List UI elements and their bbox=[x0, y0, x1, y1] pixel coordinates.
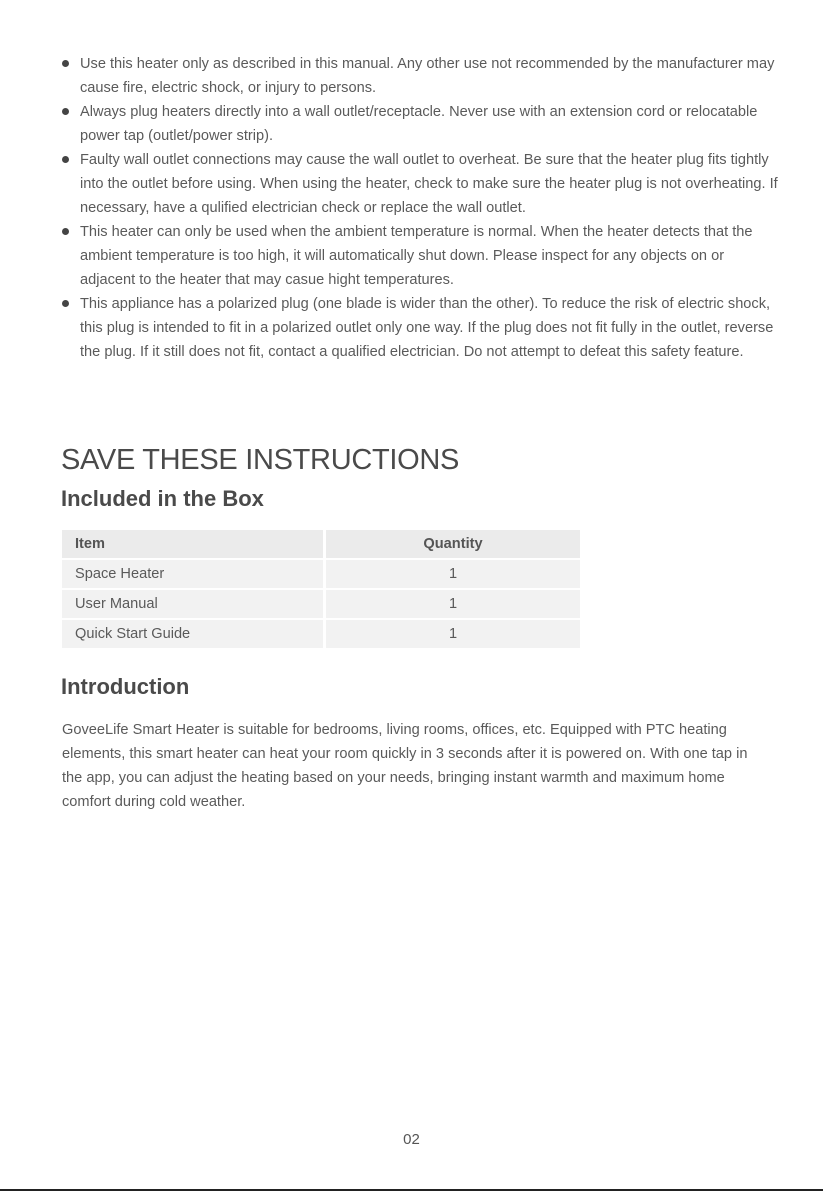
column-header-item: Item bbox=[62, 530, 323, 558]
table-row bbox=[62, 560, 580, 588]
safety-bullet-text: This appliance has a polarized plug (one blade is wider than the other). To reduce the risk of electric shock, this plug is intended to fit in a polarized outlet only one way. If the plug does not fit fully in the outlet, reverse the plug. If it still does not fit, contact a qualified electrician. Do not attempt to defeat this safety feature. bbox=[80, 296, 774, 360]
page-number: 02 bbox=[403, 1131, 420, 1148]
safety-bullet bbox=[62, 100, 782, 148]
introduction-heading: Introduction bbox=[61, 674, 190, 699]
item-name-cell: User Manual bbox=[62, 590, 323, 618]
table-row bbox=[62, 590, 580, 618]
bullet-dot-icon bbox=[62, 108, 69, 115]
bullet-dot-icon bbox=[62, 156, 69, 163]
safety-bullet-text: Always plug heaters directly into a wall outlet/receptacle. Never use with an extension cord or relocatable power tap (outlet/power strip). bbox=[80, 104, 758, 144]
item-quantity-cell: 1 bbox=[323, 620, 580, 648]
safety-bullet-text: Use this heater only as described in this manual. Any other use not recommended by the manufacturer may cause fire, electric shock, or injury to persons. bbox=[80, 56, 775, 96]
item-name-cell: Space Heater bbox=[62, 560, 323, 588]
box-contents-table bbox=[62, 528, 580, 650]
bullet-dot-icon bbox=[62, 300, 69, 307]
safety-bullet-text: This heater can only be used when the ambient temperature is normal. When the heater detects that the ambient temperature is too high, it will automatically shut down. Please inspect for any objects on or adjacent to the heater that may casue hight temperatures. bbox=[80, 224, 753, 288]
included-in-box-heading: Included in the Box bbox=[61, 486, 264, 511]
bullet-dot-icon bbox=[62, 228, 69, 235]
safety-bullet bbox=[62, 292, 782, 364]
introduction-paragraph: GoveeLife Smart Heater is suitable for bedrooms, living rooms, offices, etc. Equipped with PTC heating elements, this smart heater can heat your room quickly in 3 seconds after it is powered on. With one tap in the app, you can adjust the heating based on your needs, bringing instant warmth and maximum home comfort during cold weather. bbox=[62, 722, 748, 810]
safety-bullet-text: Faulty wall outlet connections may cause the wall outlet to overheat. Be sure that the heater plug fits tightly into the outlet before using. When using the heater, check to make sure the heater plug is not overheating. If necessary, have a qulified electrician check or replace the wall outlet. bbox=[80, 152, 778, 216]
bullet-dot-icon bbox=[62, 60, 69, 67]
table-header-row bbox=[62, 530, 580, 558]
item-quantity-cell: 1 bbox=[323, 560, 580, 588]
safety-bullet-list bbox=[62, 52, 782, 364]
safety-bullet bbox=[62, 52, 782, 100]
table-row bbox=[62, 620, 580, 648]
column-header-quantity: Quantity bbox=[323, 530, 580, 558]
item-quantity-cell: 1 bbox=[323, 590, 580, 618]
bottom-divider bbox=[0, 1189, 823, 1191]
save-instructions-heading: SAVE THESE INSTRUCTIONS bbox=[61, 444, 460, 476]
safety-bullet bbox=[62, 148, 782, 220]
item-name-cell: Quick Start Guide bbox=[62, 620, 323, 648]
safety-bullet bbox=[62, 220, 782, 292]
